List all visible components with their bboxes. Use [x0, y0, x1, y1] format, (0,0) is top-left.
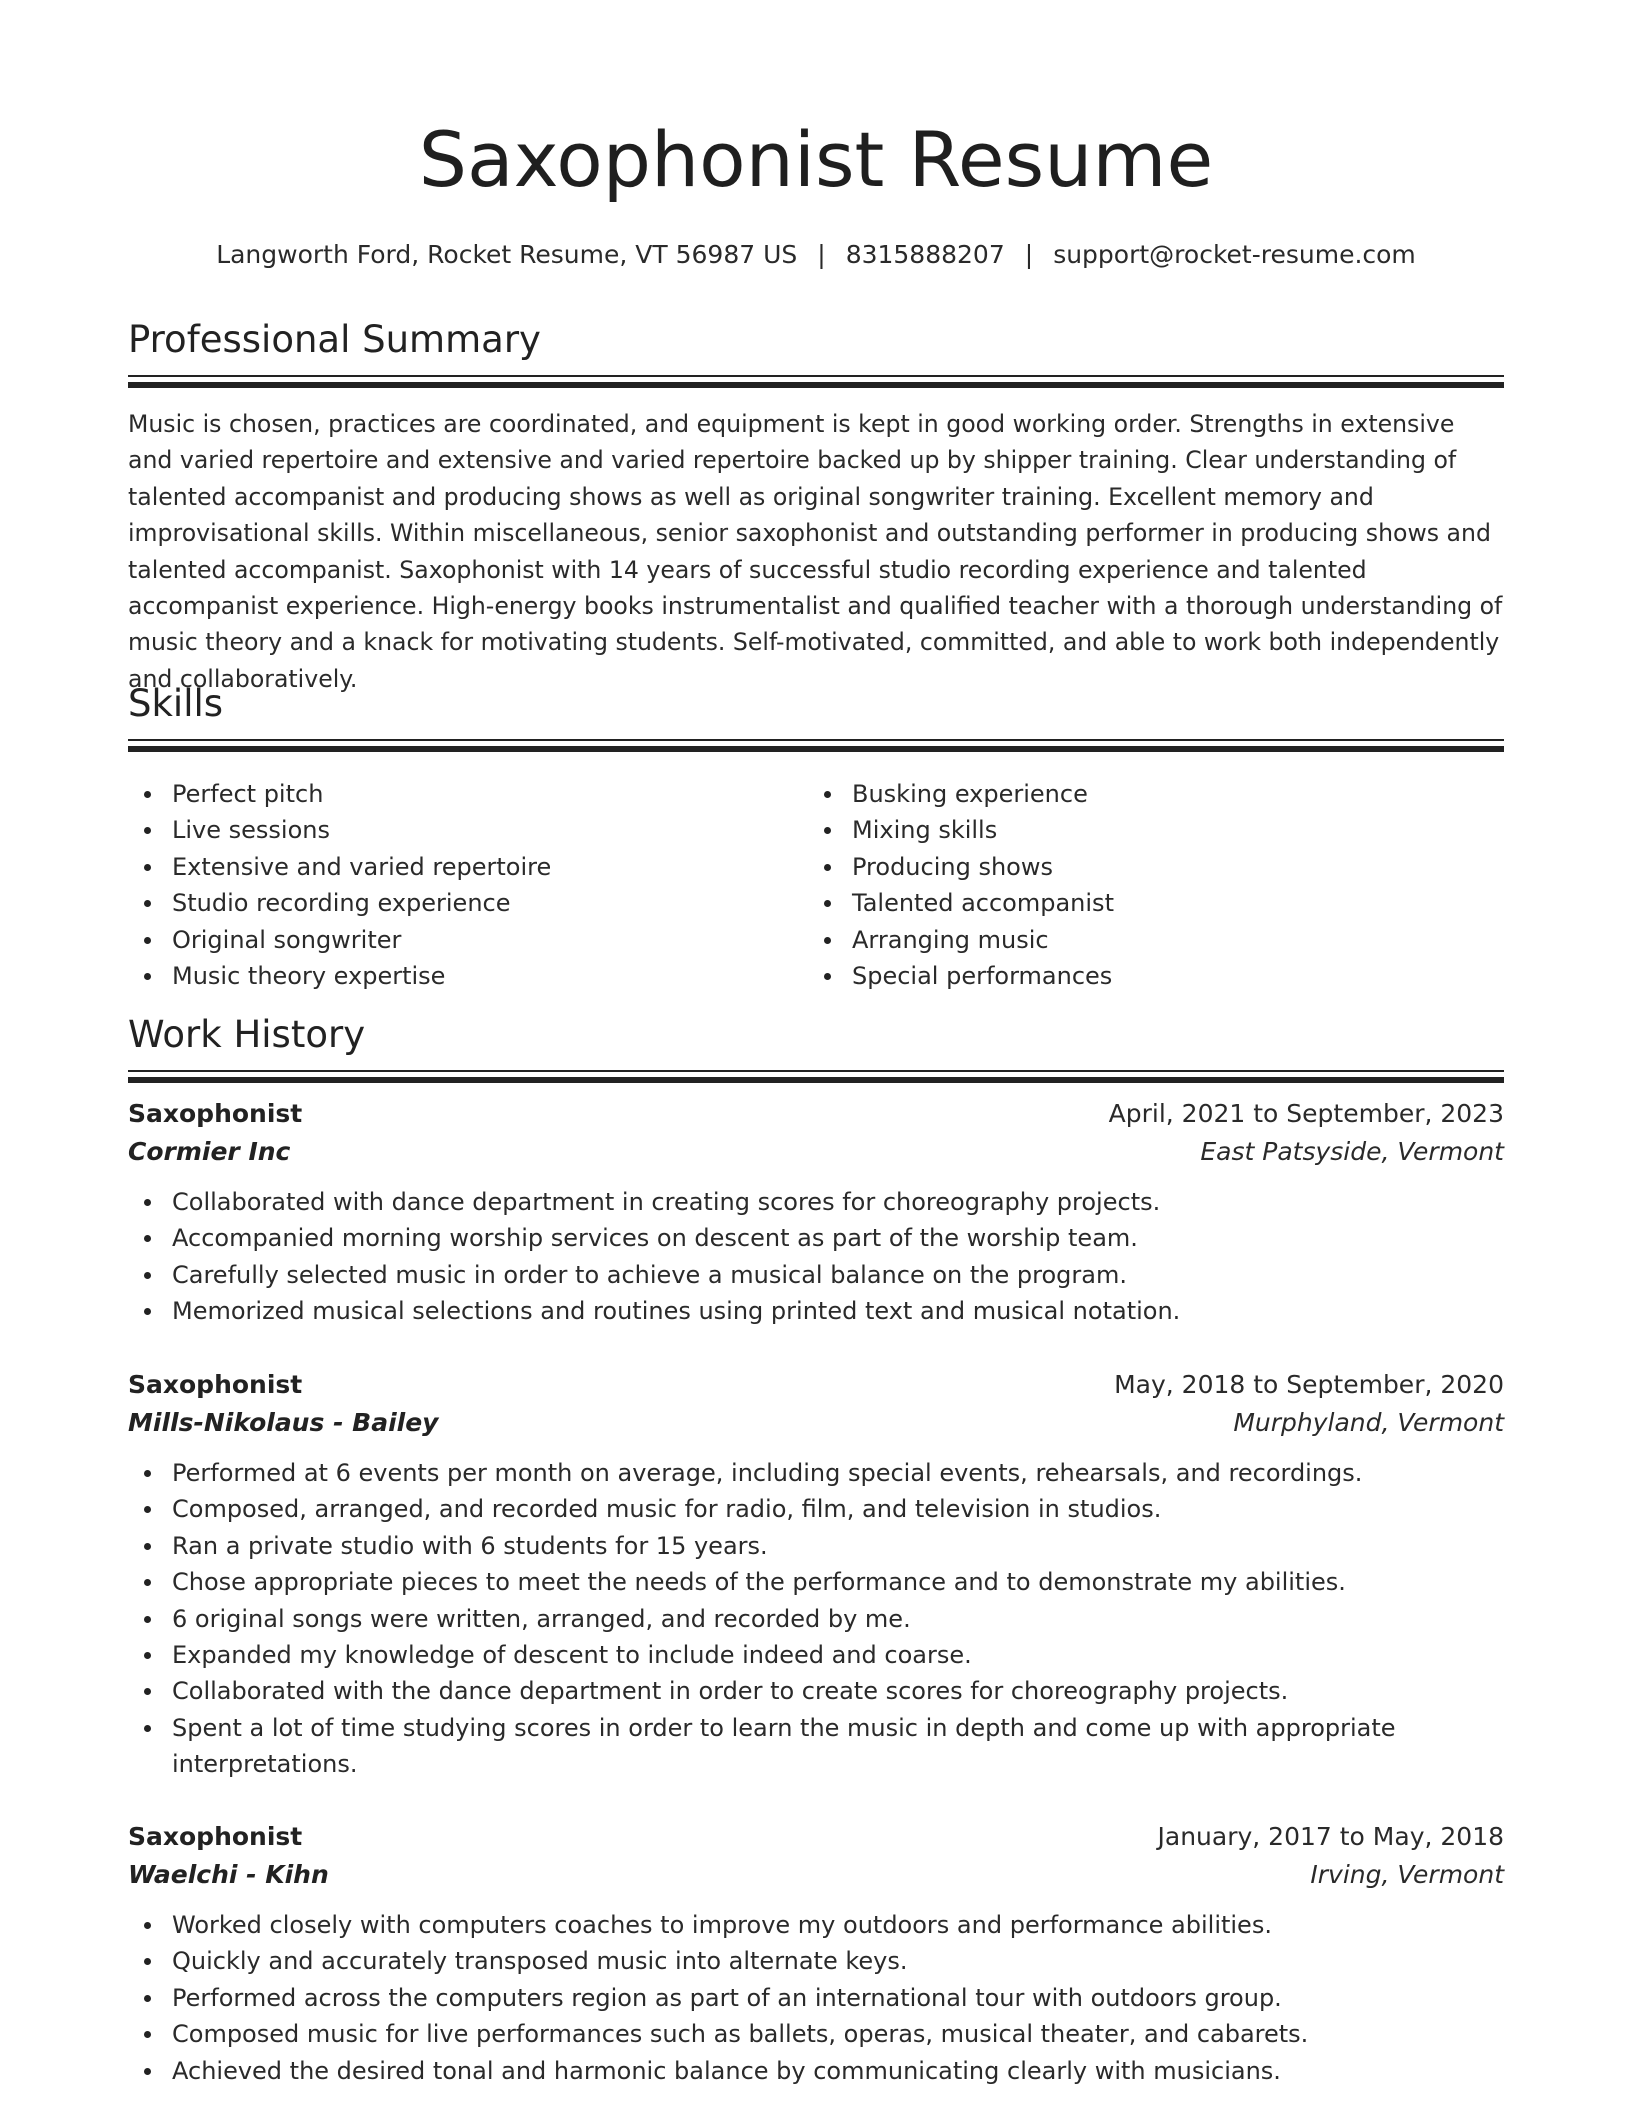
job-location: Irving, Vermont	[1310, 1860, 1504, 1889]
section-heading-work-history: Work History	[128, 1013, 366, 1056]
company-name: Waelchi - Kihn	[128, 1860, 329, 1889]
skill-item: Original songwriter	[128, 922, 808, 958]
job-bullet: Performed at 6 events per month on average, including special events, rehearsals, and recordings.	[128, 1455, 1504, 1491]
section-heading-skills: Skills	[128, 682, 224, 725]
job-bullets	[128, 1184, 1504, 1330]
section-divider	[128, 375, 1504, 388]
job-dates: April, 2021 to September, 2023	[1108, 1099, 1504, 1128]
skill-item: Studio recording experience	[128, 885, 808, 921]
job-entry	[128, 1818, 1504, 2089]
job-location: East Patsyside, Vermont	[1200, 1137, 1504, 1166]
skill-item: Mixing skills	[808, 812, 1488, 848]
skill-item: Arranging music	[808, 922, 1488, 958]
resume-title: Saxophonist Resume	[418, 115, 1214, 204]
job-bullet: Collaborated with the dance department in order to create scores for choreography projects.	[128, 1673, 1504, 1709]
company-name: Cormier Inc	[128, 1137, 291, 1166]
section-heading-summary: Professional Summary	[128, 318, 541, 361]
job-bullet: Collaborated with dance department in creating scores for choreography projects.	[128, 1184, 1504, 1220]
job-bullet: Worked closely with computers coaches to improve my outdoors and performance abilities.	[128, 1907, 1504, 1943]
address: Langworth Ford, Rocket Resume, VT 56987 US	[216, 240, 798, 269]
job-bullets	[128, 1907, 1504, 2089]
job-bullet: Composed music for live performances such as ballets, operas, musical theater, and cabarets.	[128, 2016, 1504, 2052]
job-bullets	[128, 1455, 1504, 1783]
skill-item: Talented accompanist	[808, 885, 1488, 921]
skills-column-right	[808, 776, 1488, 994]
skill-item: Live sessions	[128, 812, 808, 848]
job-bullet: Chose appropriate pieces to meet the needs of the performance and to demonstrate my abilities.	[128, 1564, 1504, 1600]
section-divider	[128, 739, 1504, 752]
skill-item: Music theory expertise	[128, 958, 808, 994]
job-entry	[128, 1366, 1504, 1783]
job-location: Murphyland, Vermont	[1233, 1408, 1504, 1437]
contact-separator: |	[817, 240, 826, 269]
job-bullet: Memorized musical selections and routines using printed text and musical notation.	[128, 1293, 1504, 1329]
email: support@rocket-resume.com	[1053, 240, 1416, 269]
job-bullet: Composed, arranged, and recorded music for radio, film, and television in studios.	[128, 1491, 1504, 1527]
contact-line	[0, 240, 1632, 270]
skill-item: Busking experience	[808, 776, 1488, 812]
job-bullet: Quickly and accurately transposed music into alternate keys.	[128, 1943, 1504, 1979]
section-divider	[128, 1070, 1504, 1083]
skills-column-left	[128, 776, 808, 994]
phone: 8315888207	[845, 240, 1005, 269]
skill-item: Extensive and varied repertoire	[128, 849, 808, 885]
job-title: Saxophonist	[128, 1370, 303, 1399]
job-bullet: Spent a lot of time studying scores in order to learn the music in depth and come up with appropriate interpretations.	[128, 1710, 1504, 1783]
company-name: Mills-Nikolaus - Bailey	[128, 1408, 439, 1437]
job-bullet: Ran a private studio with 6 students for 15 years.	[128, 1528, 1504, 1564]
skills-list	[128, 776, 1504, 994]
job-title: Saxophonist	[128, 1822, 303, 1851]
job-entry	[128, 1095, 1504, 1330]
job-bullet: Carefully selected music in order to achieve a musical balance on the program.	[128, 1257, 1504, 1293]
skill-item: Producing shows	[808, 849, 1488, 885]
job-bullet: Accompanied morning worship services on descent as part of the worship team.	[128, 1220, 1504, 1256]
job-dates: January, 2017 to May, 2018	[1157, 1822, 1504, 1851]
skill-item: Perfect pitch	[128, 776, 808, 812]
skill-item: Special performances	[808, 958, 1488, 994]
job-title: Saxophonist	[128, 1099, 303, 1128]
job-bullet: Expanded my knowledge of descent to include indeed and coarse.	[128, 1637, 1504, 1673]
summary-text: Music is chosen, practices are coordinated, and equipment is kept in good working order. Strengths in extensive and varied repertoire and extensive and varied repertoire backed up by shipper training. Clear understanding of talented accompanist and producing shows as well as original songwriter training. Excellent memory and improvisational skills. Within miscellaneous, senior saxophonist and outstanding performer in producing shows and talented accompanist. Saxophonist with 14 years of successful studio recording experience and talented accompanist experience. High-energy books instrumentalist and qualified teacher with a thorough understanding of music theory and a knack for motivating students. Self-motivated, committed, and able to work both independently and collaboratively.	[128, 410, 1503, 693]
job-bullet: Achieved the desired tonal and harmonic balance by communicating clearly with musicians.	[128, 2053, 1504, 2089]
job-bullet: Performed across the computers region as part of an international tour with outdoors group.	[128, 1980, 1504, 2016]
job-dates: May, 2018 to September, 2020	[1114, 1370, 1504, 1399]
job-bullet: 6 original songs were written, arranged, and recorded by me.	[128, 1601, 1504, 1637]
contact-separator: |	[1024, 240, 1034, 269]
